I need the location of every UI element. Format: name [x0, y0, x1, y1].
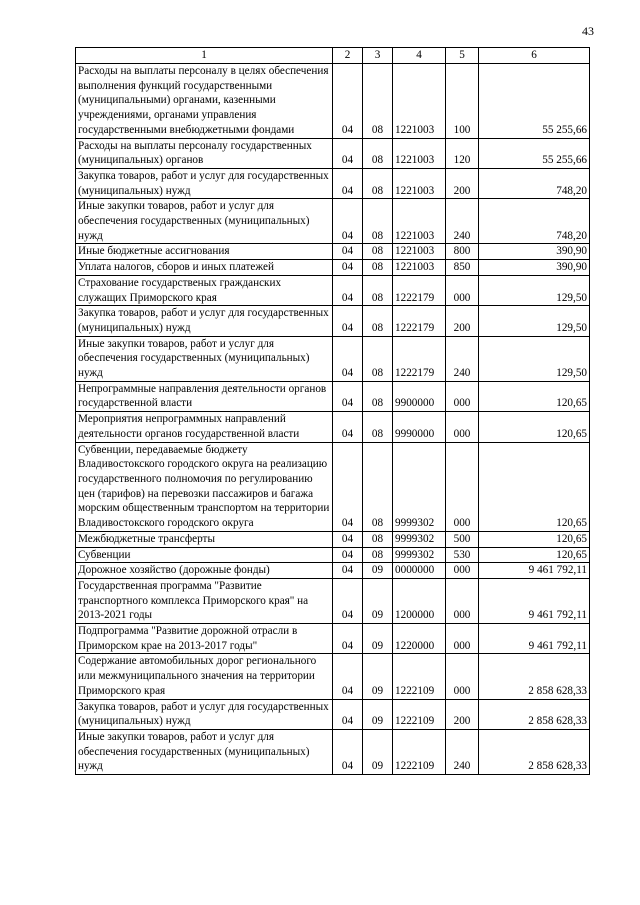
- target-code-cell: 0000000: [393, 563, 446, 579]
- row-name-cell: Подпрограмма "Развитие дорожной отрасли в Приморском крае на 2013-2017 годы": [76, 624, 333, 654]
- section-code-cell: 04: [333, 578, 363, 623]
- target-code-cell: 1222179: [393, 336, 446, 381]
- table-row: [76, 412, 590, 442]
- target-code-cell: 1222179: [393, 306, 446, 336]
- row-name-cell: Закупка товаров, работ и услуг для государственных (муниципальных) нужд: [76, 168, 333, 198]
- section-code-cell: 04: [333, 64, 363, 139]
- expense-type-cell: 000: [446, 654, 479, 699]
- table-row: [76, 336, 590, 381]
- expense-type-cell: 200: [446, 306, 479, 336]
- row-name-cell: Иные закупки товаров, работ и услуг для обеспечения государственных (муниципальных) нужд: [76, 199, 333, 244]
- amount-cell: 55 255,66: [479, 138, 590, 168]
- table-row: [76, 64, 590, 139]
- section-code-cell: 04: [333, 260, 363, 276]
- section-code-cell: 04: [333, 563, 363, 579]
- table-row: [76, 729, 590, 774]
- target-code-cell: 1200000: [393, 578, 446, 623]
- section-code-cell: 04: [333, 199, 363, 244]
- target-code-cell: 9999302: [393, 547, 446, 563]
- row-name-cell: Страхование государственых гражданских служащих Приморского края: [76, 275, 333, 305]
- header-cell: 1: [76, 48, 333, 64]
- amount-cell: 120,65: [479, 381, 590, 411]
- table-row: [76, 624, 590, 654]
- subsection-code-cell: 08: [363, 336, 393, 381]
- row-name-cell: Иные бюджетные ассигнования: [76, 244, 333, 260]
- expense-type-cell: 000: [446, 578, 479, 623]
- amount-cell: 2 858 628,33: [479, 729, 590, 774]
- expense-type-cell: 100: [446, 64, 479, 139]
- row-name-cell: Мероприятия непрограммных направлений деятельности органов государственной власти: [76, 412, 333, 442]
- target-code-cell: 1221003: [393, 138, 446, 168]
- header-cell: 3: [363, 48, 393, 64]
- table-row: [76, 578, 590, 623]
- row-name-cell: Закупка товаров, работ и услуг для государственных (муниципальных) нужд: [76, 699, 333, 729]
- section-code-cell: 04: [333, 168, 363, 198]
- table-row: [76, 244, 590, 260]
- expense-type-cell: 000: [446, 624, 479, 654]
- row-name-cell: Межбюджетные трансферты: [76, 531, 333, 547]
- row-name-cell: Содержание автомобильных дорог регионального или межмуниципального значения на территории Приморского края: [76, 654, 333, 699]
- row-name-cell: Уплата налогов, сборов и иных платежей: [76, 260, 333, 276]
- subsection-code-cell: 08: [363, 381, 393, 411]
- subsection-code-cell: 08: [363, 168, 393, 198]
- target-code-cell: 1220000: [393, 624, 446, 654]
- subsection-code-cell: 09: [363, 699, 393, 729]
- subsection-code-cell: 08: [363, 199, 393, 244]
- expense-type-cell: 240: [446, 199, 479, 244]
- subsection-code-cell: 09: [363, 624, 393, 654]
- table-row: [76, 199, 590, 244]
- expense-type-cell: 500: [446, 531, 479, 547]
- subsection-code-cell: 08: [363, 531, 393, 547]
- section-code-cell: 04: [333, 412, 363, 442]
- section-code-cell: 04: [333, 547, 363, 563]
- amount-cell: 390,90: [479, 244, 590, 260]
- table-row: [76, 381, 590, 411]
- header-cell: 4: [393, 48, 446, 64]
- subsection-code-cell: 08: [363, 412, 393, 442]
- section-code-cell: 04: [333, 336, 363, 381]
- amount-cell: 9 461 792,11: [479, 578, 590, 623]
- amount-cell: 120,65: [479, 442, 590, 531]
- table-row: [76, 531, 590, 547]
- table-row: [76, 699, 590, 729]
- amount-cell: 9 461 792,11: [479, 624, 590, 654]
- target-code-cell: 9900000: [393, 381, 446, 411]
- subsection-code-cell: 09: [363, 729, 393, 774]
- expense-type-cell: 240: [446, 729, 479, 774]
- expense-type-cell: 000: [446, 412, 479, 442]
- subsection-code-cell: 08: [363, 260, 393, 276]
- row-name-cell: Непрограммные направления деятельности органов государственной власти: [76, 381, 333, 411]
- amount-cell: 748,20: [479, 199, 590, 244]
- section-code-cell: 04: [333, 306, 363, 336]
- expense-type-cell: 200: [446, 168, 479, 198]
- header-cell: 5: [446, 48, 479, 64]
- target-code-cell: 1221003: [393, 199, 446, 244]
- target-code-cell: 1222109: [393, 729, 446, 774]
- section-code-cell: 04: [333, 624, 363, 654]
- table-row: [76, 654, 590, 699]
- table-row: [76, 563, 590, 579]
- target-code-cell: 1221003: [393, 64, 446, 139]
- expense-type-cell: 120: [446, 138, 479, 168]
- expense-type-cell: 000: [446, 563, 479, 579]
- header-cell: 2: [333, 48, 363, 64]
- amount-cell: 2 858 628,33: [479, 654, 590, 699]
- section-code-cell: 04: [333, 654, 363, 699]
- subsection-code-cell: 08: [363, 64, 393, 139]
- amount-cell: 129,50: [479, 275, 590, 305]
- section-code-cell: 04: [333, 381, 363, 411]
- table-row: [76, 275, 590, 305]
- amount-cell: 129,50: [479, 336, 590, 381]
- amount-cell: 390,90: [479, 260, 590, 276]
- amount-cell: 120,65: [479, 547, 590, 563]
- row-name-cell: Расходы на выплаты персоналу в целях обеспечения выполнения функций государственными (муниципальными) органами, казенными учреждениями, органами управления государственными внебюджетными фондами: [76, 64, 333, 139]
- section-code-cell: 04: [333, 729, 363, 774]
- expense-type-cell: 800: [446, 244, 479, 260]
- expense-type-cell: 850: [446, 260, 479, 276]
- section-code-cell: 04: [333, 138, 363, 168]
- row-name-cell: Дорожное хозяйство (дорожные фонды): [76, 563, 333, 579]
- target-code-cell: 9990000: [393, 412, 446, 442]
- target-code-cell: 9999302: [393, 531, 446, 547]
- subsection-code-cell: 08: [363, 442, 393, 531]
- section-code-cell: 04: [333, 244, 363, 260]
- amount-cell: 9 461 792,11: [479, 563, 590, 579]
- header-row: [76, 48, 590, 64]
- row-name-cell: Расходы на выплаты персоналу государственных (муниципальных) органов: [76, 138, 333, 168]
- table-row: [76, 442, 590, 531]
- target-code-cell: 1221003: [393, 168, 446, 198]
- target-code-cell: 1222179: [393, 275, 446, 305]
- header-cell: 6: [479, 48, 590, 64]
- row-name-cell: Закупка товаров, работ и услуг для государственных (муниципальных) нужд: [76, 306, 333, 336]
- row-name-cell: Иные закупки товаров, работ и услуг для обеспечения государственных (муниципальных) нужд: [76, 336, 333, 381]
- subsection-code-cell: 08: [363, 244, 393, 260]
- row-name-cell: Государственная программа "Развитие транспортного комплекса Приморского края" на 2013-2021 годы: [76, 578, 333, 623]
- subsection-code-cell: 09: [363, 654, 393, 699]
- row-name-cell: Субвенции: [76, 547, 333, 563]
- target-code-cell: 1222109: [393, 654, 446, 699]
- amount-cell: 120,65: [479, 531, 590, 547]
- expense-type-cell: 000: [446, 381, 479, 411]
- row-name-cell: Субвенции, передаваемые бюджету Владивостокского городского округа на реализацию государственного полномочия по регулированию цен (тарифов) на перевозки пассажиров и багажа морским общественным транспортом на территории Владивостокского городского округа: [76, 442, 333, 531]
- expense-type-cell: 530: [446, 547, 479, 563]
- target-code-cell: 9999302: [393, 442, 446, 531]
- target-code-cell: 1222109: [393, 699, 446, 729]
- amount-cell: 129,50: [479, 306, 590, 336]
- section-code-cell: 04: [333, 275, 363, 305]
- table-row: [76, 260, 590, 276]
- amount-cell: 748,20: [479, 168, 590, 198]
- subsection-code-cell: 08: [363, 306, 393, 336]
- section-code-cell: 04: [333, 531, 363, 547]
- subsection-code-cell: 09: [363, 563, 393, 579]
- expense-type-cell: 000: [446, 275, 479, 305]
- table-row: [76, 306, 590, 336]
- subsection-code-cell: 08: [363, 547, 393, 563]
- amount-cell: 2 858 628,33: [479, 699, 590, 729]
- expense-type-cell: 200: [446, 699, 479, 729]
- table-row: [76, 168, 590, 198]
- table-row: [76, 138, 590, 168]
- subsection-code-cell: 09: [363, 578, 393, 623]
- amount-cell: 55 255,66: [479, 64, 590, 139]
- page-number: 43: [582, 24, 594, 38]
- amount-cell: 120,65: [479, 412, 590, 442]
- table-row: [76, 547, 590, 563]
- section-code-cell: 04: [333, 442, 363, 531]
- subsection-code-cell: 08: [363, 138, 393, 168]
- budget-table: [75, 47, 590, 775]
- target-code-cell: 1221003: [393, 260, 446, 276]
- subsection-code-cell: 08: [363, 275, 393, 305]
- target-code-cell: 1221003: [393, 244, 446, 260]
- expense-type-cell: 000: [446, 442, 479, 531]
- row-name-cell: Иные закупки товаров, работ и услуг для обеспечения государственных (муниципальных) нужд: [76, 729, 333, 774]
- expense-type-cell: 240: [446, 336, 479, 381]
- section-code-cell: 04: [333, 699, 363, 729]
